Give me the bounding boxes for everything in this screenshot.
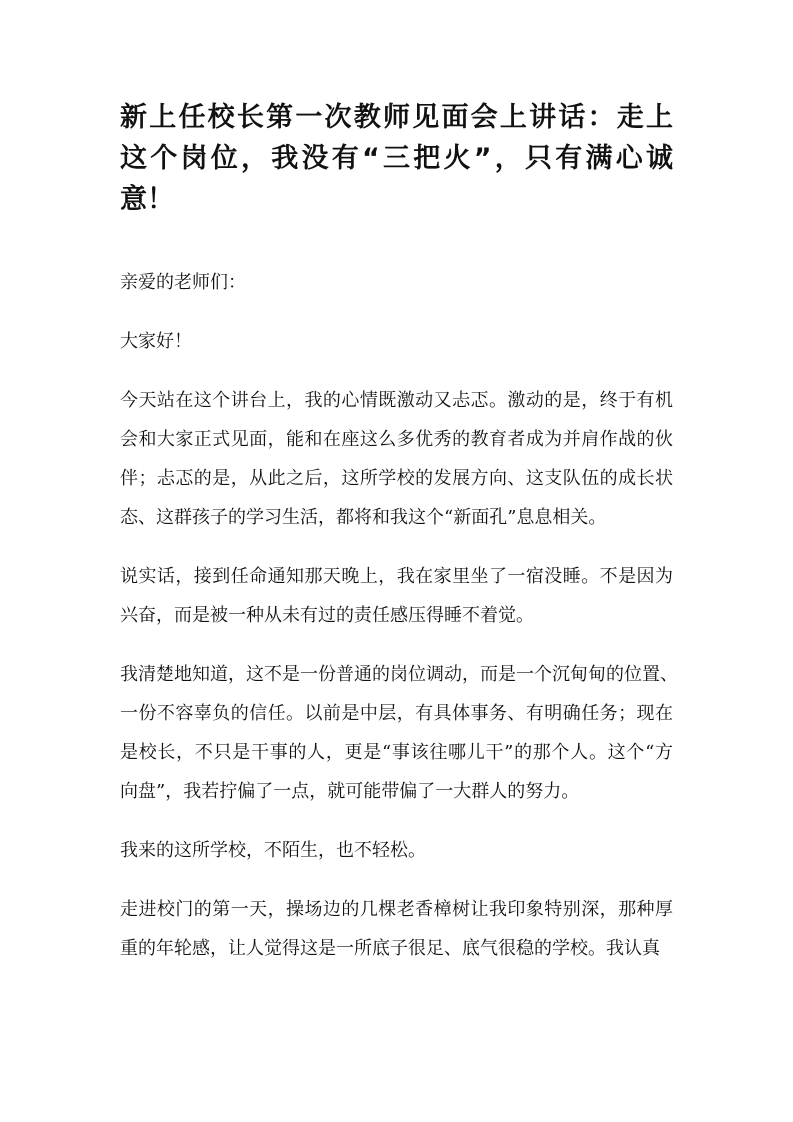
title-line: 这个岗位，我没有“三把火”，只有满心诚 [120, 143, 673, 174]
paragraph-line: 我来的这所学校，不陌生，也不轻松。 [120, 840, 426, 861]
paragraph-line: 重的年轮感，让人觉得这是一所底子很足、底气很稳的学校。我认真 [120, 938, 660, 959]
paragraph-line: 兴奋，而是被一种从未有过的责任感压得睡不着觉。 [120, 605, 534, 626]
paragraph-line: 走进校门的第一天，操场边的几棵老香樟树让我印象特别深，那种厚 [120, 899, 673, 920]
paragraph [120, 890, 673, 968]
title-line: 新上任校长第一次教师见面会上讲话：走上 [120, 102, 673, 133]
paragraph [120, 655, 678, 811]
paragraph-line: 今天站在这个讲台上，我的心情既激动又忐忑。激动的是，终于有机 [120, 390, 673, 411]
paragraph-line: 说实话，接到任命通知那天晚上，我在家里坐了一宿没睡。不是因为 [120, 566, 673, 587]
paragraph [120, 831, 673, 870]
paragraph [120, 557, 673, 635]
paragraph-line: 我清楚地知道，这不是一份普通的岗位调动，而是一个沉甸甸的位置、 [120, 664, 678, 685]
paragraph-line: 会和大家正式见面，能和在座这么多优秀的教育者成为并肩作战的伙 [120, 429, 673, 450]
paragraph [120, 381, 673, 537]
paragraph-line: 态、这群孩子的学习生活，都将和我这个“新面孔”息息相关。 [120, 507, 607, 528]
paragraph-line: 亲爱的老师们： [120, 272, 246, 293]
document-title [120, 97, 673, 220]
paragraph-line: 是校长，不只是干事的人，更是“事该往哪儿干”的那个人。这个“方 [120, 742, 673, 763]
paragraph [120, 322, 673, 361]
paragraph-line: 向盘”，我若拧偏了一点，就可能带偏了一大群人的努力。 [120, 781, 580, 802]
paragraph-line: 一份不容辜负的信任。以前是中层，有具体事务、有明确任务；现在 [120, 703, 673, 724]
paragraph [120, 263, 673, 302]
paragraph-line: 伴；忐忑的是，从此之后，这所学校的发展方向、这支队伍的成长状 [120, 468, 673, 489]
document-body [120, 263, 678, 988]
title-line: 意！ [120, 184, 174, 215]
paragraph-line: 大家好！ [120, 331, 192, 352]
